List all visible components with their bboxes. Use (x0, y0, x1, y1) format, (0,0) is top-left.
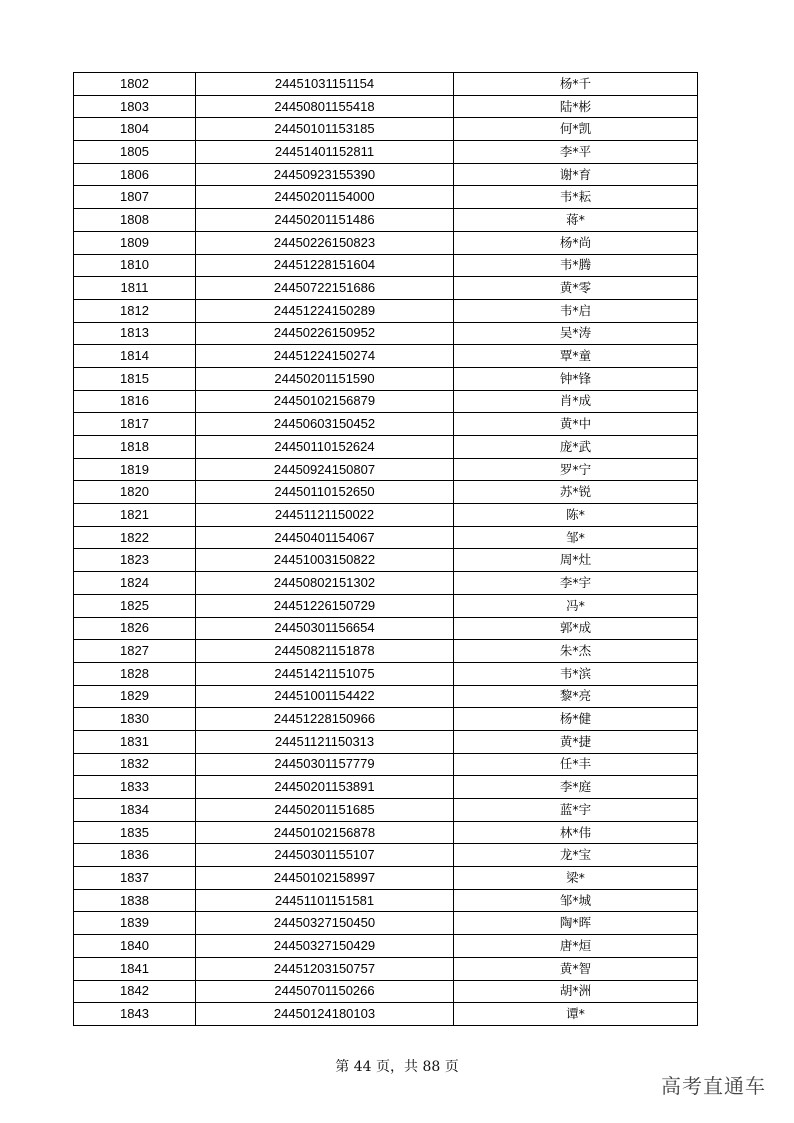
candidate-name-cell: 吴*涛 (454, 322, 698, 345)
row-number-cell: 1826 (74, 617, 196, 640)
table-row (74, 458, 698, 481)
candidate-name-cell: 陈* (454, 504, 698, 527)
candidate-id-cell: 24450110152624 (196, 436, 454, 459)
candidate-id-cell: 24451101151581 (196, 889, 454, 912)
candidate-id-cell: 24450801155418 (196, 95, 454, 118)
row-number-cell: 1829 (74, 685, 196, 708)
row-number-cell: 1825 (74, 594, 196, 617)
row-number-cell: 1817 (74, 413, 196, 436)
candidate-id-cell: 24450327150429 (196, 935, 454, 958)
candidate-name-cell: 李*平 (454, 141, 698, 164)
candidate-id-cell: 24451228151604 (196, 254, 454, 277)
row-number-cell: 1841 (74, 957, 196, 980)
table-row (74, 367, 698, 390)
row-number-cell: 1802 (74, 73, 196, 96)
row-number-cell: 1828 (74, 662, 196, 685)
row-number-cell: 1811 (74, 277, 196, 300)
table-row (74, 436, 698, 459)
table-row (74, 299, 698, 322)
candidate-id-cell: 24451003150822 (196, 549, 454, 572)
roster-table-body (74, 73, 698, 1026)
row-number-cell: 1808 (74, 209, 196, 232)
candidate-name-cell: 黄*中 (454, 413, 698, 436)
table-row (74, 322, 698, 345)
candidate-id-cell: 24450102156878 (196, 821, 454, 844)
table-row (74, 209, 698, 232)
row-number-cell: 1812 (74, 299, 196, 322)
row-number-cell: 1824 (74, 572, 196, 595)
table-row (74, 141, 698, 164)
row-number-cell: 1837 (74, 867, 196, 890)
candidate-name-cell: 杨*千 (454, 73, 698, 96)
candidate-name-cell: 周*灶 (454, 549, 698, 572)
row-number-cell: 1819 (74, 458, 196, 481)
candidate-name-cell: 林*伟 (454, 821, 698, 844)
table-row (74, 73, 698, 96)
candidate-name-cell: 朱*杰 (454, 640, 698, 663)
row-number-cell: 1814 (74, 345, 196, 368)
row-number-cell: 1806 (74, 163, 196, 186)
table-row (74, 640, 698, 663)
table-row (74, 753, 698, 776)
candidate-id-cell: 24450301155107 (196, 844, 454, 867)
table-row (74, 844, 698, 867)
candidate-name-cell: 陶*晖 (454, 912, 698, 935)
candidate-id-cell: 24450102156879 (196, 390, 454, 413)
candidate-id-cell: 24451226150729 (196, 594, 454, 617)
table-row (74, 572, 698, 595)
table-row (74, 231, 698, 254)
candidate-name-cell: 肖*成 (454, 390, 698, 413)
candidate-name-cell: 黎*亮 (454, 685, 698, 708)
table-row (74, 889, 698, 912)
table-row (74, 163, 698, 186)
table-row (74, 504, 698, 527)
candidate-id-cell: 24450821151878 (196, 640, 454, 663)
row-number-cell: 1834 (74, 799, 196, 822)
row-number-cell: 1823 (74, 549, 196, 572)
table-row (74, 345, 698, 368)
table-row (74, 980, 698, 1003)
table-row (74, 730, 698, 753)
candidate-name-cell: 蓝*宇 (454, 799, 698, 822)
table-row (74, 254, 698, 277)
row-number-cell: 1839 (74, 912, 196, 935)
roster-table (73, 72, 698, 1026)
table-row (74, 821, 698, 844)
candidate-id-cell: 24450603150452 (196, 413, 454, 436)
row-number-cell: 1827 (74, 640, 196, 663)
table-row (74, 549, 698, 572)
candidate-id-cell: 24450201153891 (196, 776, 454, 799)
table-row (74, 685, 698, 708)
table-row (74, 594, 698, 617)
candidate-id-cell: 24451224150289 (196, 299, 454, 322)
candidate-id-cell: 24450401154067 (196, 526, 454, 549)
candidate-name-cell: 蒋* (454, 209, 698, 232)
candidate-id-cell: 24451224150274 (196, 345, 454, 368)
row-number-cell: 1804 (74, 118, 196, 141)
candidate-id-cell: 24450201151590 (196, 367, 454, 390)
candidate-id-cell: 24450301157779 (196, 753, 454, 776)
row-number-cell: 1805 (74, 141, 196, 164)
candidate-id-cell: 24451228150966 (196, 708, 454, 731)
candidate-id-cell: 24451203150757 (196, 957, 454, 980)
table-row (74, 1003, 698, 1026)
candidate-id-cell: 24450226150952 (196, 322, 454, 345)
candidate-name-cell: 杨*尚 (454, 231, 698, 254)
table-row (74, 776, 698, 799)
candidate-name-cell: 黄*捷 (454, 730, 698, 753)
candidate-name-cell: 李*宇 (454, 572, 698, 595)
table-row (74, 95, 698, 118)
row-number-cell: 1816 (74, 390, 196, 413)
candidate-id-cell: 24451421151075 (196, 662, 454, 685)
row-number-cell: 1815 (74, 367, 196, 390)
candidate-name-cell: 李*庭 (454, 776, 698, 799)
candidate-name-cell: 韦*腾 (454, 254, 698, 277)
row-number-cell: 1838 (74, 889, 196, 912)
row-number-cell: 1840 (74, 935, 196, 958)
candidate-name-cell: 覃*童 (454, 345, 698, 368)
candidate-id-cell: 24450101153185 (196, 118, 454, 141)
candidate-name-cell: 黄*零 (454, 277, 698, 300)
table-row (74, 957, 698, 980)
table-row (74, 413, 698, 436)
table-row (74, 186, 698, 209)
candidate-id-cell: 24451031151154 (196, 73, 454, 96)
candidate-name-cell: 苏*锐 (454, 481, 698, 504)
table-row (74, 912, 698, 935)
candidate-id-cell: 24450301156654 (196, 617, 454, 640)
row-number-cell: 1820 (74, 481, 196, 504)
candidate-name-cell: 韦*耘 (454, 186, 698, 209)
candidate-id-cell: 24451121150313 (196, 730, 454, 753)
row-number-cell: 1832 (74, 753, 196, 776)
table-row (74, 617, 698, 640)
row-number-cell: 1813 (74, 322, 196, 345)
candidate-name-cell: 杨*健 (454, 708, 698, 731)
candidate-name-cell: 谢*育 (454, 163, 698, 186)
candidate-id-cell: 24450802151302 (196, 572, 454, 595)
table-row (74, 118, 698, 141)
candidate-name-cell: 唐*烜 (454, 935, 698, 958)
row-number-cell: 1809 (74, 231, 196, 254)
candidate-name-cell: 胡*洲 (454, 980, 698, 1003)
candidate-id-cell: 24450327150450 (196, 912, 454, 935)
candidate-id-cell: 24450124180103 (196, 1003, 454, 1026)
candidate-id-cell: 24450226150823 (196, 231, 454, 254)
candidate-id-cell: 24450924150807 (196, 458, 454, 481)
candidate-name-cell: 黄*智 (454, 957, 698, 980)
candidate-id-cell: 24450201151685 (196, 799, 454, 822)
watermark-logo-text: 高考直通车 (661, 1074, 766, 1098)
row-number-cell: 1836 (74, 844, 196, 867)
candidate-id-cell: 24450201151486 (196, 209, 454, 232)
row-number-cell: 1843 (74, 1003, 196, 1026)
row-number-cell: 1803 (74, 95, 196, 118)
candidate-name-cell: 梁* (454, 867, 698, 890)
table-row (74, 799, 698, 822)
table-row (74, 481, 698, 504)
candidate-name-cell: 邹*城 (454, 889, 698, 912)
row-number-cell: 1835 (74, 821, 196, 844)
candidate-name-cell: 庞*武 (454, 436, 698, 459)
row-number-cell: 1830 (74, 708, 196, 731)
candidate-name-cell: 谭* (454, 1003, 698, 1026)
table-row (74, 867, 698, 890)
page-number-footer: 第 44 页，共 88 页 (335, 1059, 459, 1075)
table-row (74, 935, 698, 958)
row-number-cell: 1821 (74, 504, 196, 527)
table-row (74, 526, 698, 549)
row-number-cell: 1833 (74, 776, 196, 799)
candidate-name-cell: 韦*启 (454, 299, 698, 322)
candidate-name-cell: 韦*滨 (454, 662, 698, 685)
candidate-id-cell: 24450722151686 (196, 277, 454, 300)
candidate-name-cell: 邹* (454, 526, 698, 549)
candidate-name-cell: 陆*彬 (454, 95, 698, 118)
candidate-id-cell: 24450923155390 (196, 163, 454, 186)
table-row (74, 662, 698, 685)
table-row (74, 277, 698, 300)
candidate-name-cell: 钟*锋 (454, 367, 698, 390)
table-row (74, 390, 698, 413)
candidate-name-cell: 何*凯 (454, 118, 698, 141)
candidate-id-cell: 24450701150266 (196, 980, 454, 1003)
candidate-name-cell: 冯* (454, 594, 698, 617)
candidate-name-cell: 龙*宝 (454, 844, 698, 867)
candidate-name-cell: 罗*宁 (454, 458, 698, 481)
row-number-cell: 1822 (74, 526, 196, 549)
candidate-id-cell: 24451401152811 (196, 141, 454, 164)
candidate-name-cell: 任*丰 (454, 753, 698, 776)
candidate-id-cell: 24450102158997 (196, 867, 454, 890)
row-number-cell: 1842 (74, 980, 196, 1003)
candidate-id-cell: 24450201154000 (196, 186, 454, 209)
row-number-cell: 1831 (74, 730, 196, 753)
table-row (74, 708, 698, 731)
candidate-id-cell: 24450110152650 (196, 481, 454, 504)
row-number-cell: 1810 (74, 254, 196, 277)
candidate-id-cell: 24451001154422 (196, 685, 454, 708)
row-number-cell: 1807 (74, 186, 196, 209)
candidate-id-cell: 24451121150022 (196, 504, 454, 527)
row-number-cell: 1818 (74, 436, 196, 459)
candidate-name-cell: 郭*成 (454, 617, 698, 640)
